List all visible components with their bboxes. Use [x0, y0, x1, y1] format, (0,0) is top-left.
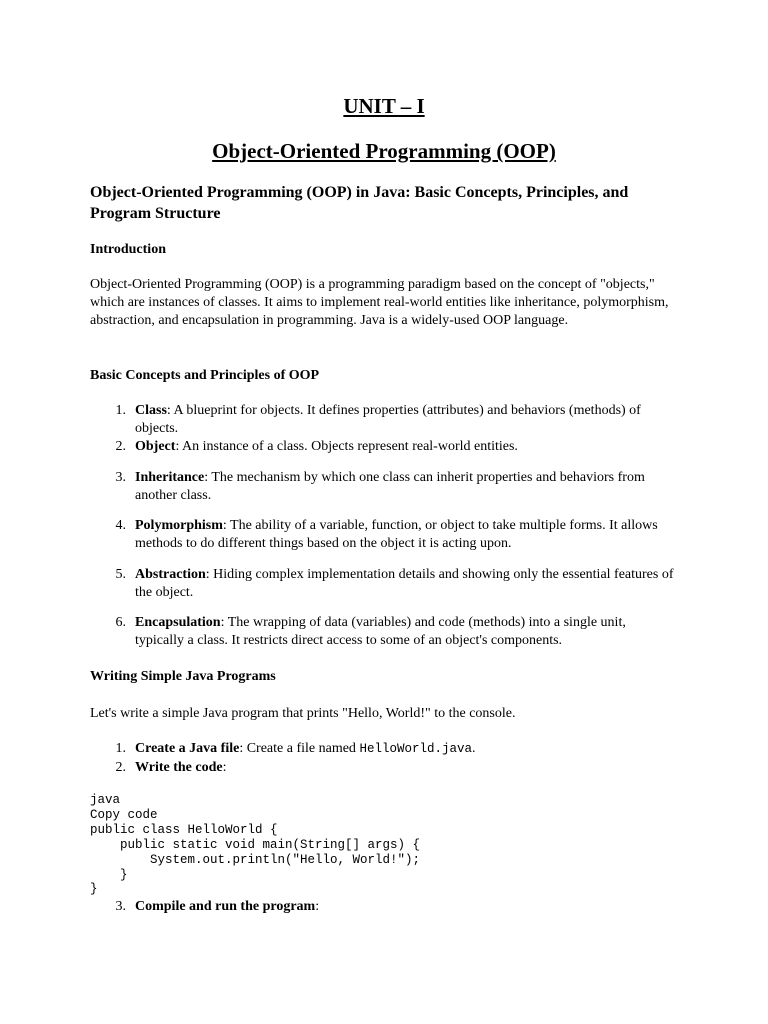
- step-number: 1.: [115, 741, 126, 756]
- list-desc: : The wrapping of data (variables) and code (methods) into a single unit, typically a class. It restricts direct access to some of an object's components.: [135, 615, 626, 648]
- list-term: Object: [135, 439, 176, 454]
- step-number: 3.: [115, 899, 126, 914]
- list-number: 5.: [115, 567, 126, 582]
- intro-heading: Introduction: [90, 242, 166, 257]
- list-term: Abstraction: [135, 567, 206, 582]
- inline-code-filename: HelloWorld.java: [359, 742, 472, 756]
- step-term: Compile and run the program: [135, 899, 316, 914]
- list-term: Inheritance: [135, 470, 205, 485]
- list-term: Encapsulation: [135, 615, 221, 630]
- list-desc: : The ability of a variable, function, or object to take multiple forms. It allows methods to do different things based on the object it is acting upon.: [135, 518, 658, 551]
- programs-heading: Writing Simple Java Programs: [90, 669, 276, 684]
- list-desc: : A blueprint for objects. It defines properties (attributes) and behaviors (methods) of objects.: [135, 403, 641, 436]
- list-desc: : Hiding complex implementation details and showing only the essential features of the object.: [135, 567, 674, 600]
- list-desc: : The mechanism by which one class can inherit properties and behaviors from another class.: [135, 470, 645, 503]
- list-number: 6.: [115, 615, 126, 630]
- code-block: java Copy code public class HelloWorld { public static void main(String[] args) { System.out.println("Hello, World!"); } }: [90, 793, 421, 897]
- list-term: Class: [135, 403, 167, 418]
- list-term: Polymorphism: [135, 518, 223, 533]
- intro-paragraph: Object-Oriented Programming (OOP) is a programming paradigm based on the concept of "objects," which are instances of classes. It aims to implement real-world entities like inheritance, polymorphism, abstraction, and encapsulation in programming. Java is a widely-used OOP language.: [90, 277, 669, 328]
- list-number: 2.: [115, 439, 126, 454]
- subtitle: Object-Oriented Programming (OOP) in Java: Basic Concepts, Principles, and Program Structure: [90, 184, 629, 222]
- list-desc: : An instance of a class. Objects represent real-world entities.: [175, 439, 518, 454]
- step-desc: :: [315, 899, 320, 914]
- main-title: Object-Oriented Programming (OOP): [212, 139, 556, 163]
- step-number: 2.: [115, 760, 126, 775]
- list-number: 4.: [115, 518, 126, 533]
- programs-intro: Let's write a simple Java program that prints "Hello, World!" to the console.: [90, 706, 516, 721]
- concepts-heading: Basic Concepts and Principles of OOP: [90, 368, 320, 383]
- list-number: 3.: [115, 470, 126, 485]
- step-term: Create a Java file: [135, 741, 240, 756]
- step-end: .: [471, 741, 476, 756]
- step-term: Write the code: [135, 760, 223, 775]
- step-desc: : Create a file named: [239, 741, 360, 756]
- step-desc: :: [222, 760, 227, 775]
- list-number: 1.: [115, 403, 126, 418]
- unit-title: UNIT – I: [343, 94, 425, 118]
